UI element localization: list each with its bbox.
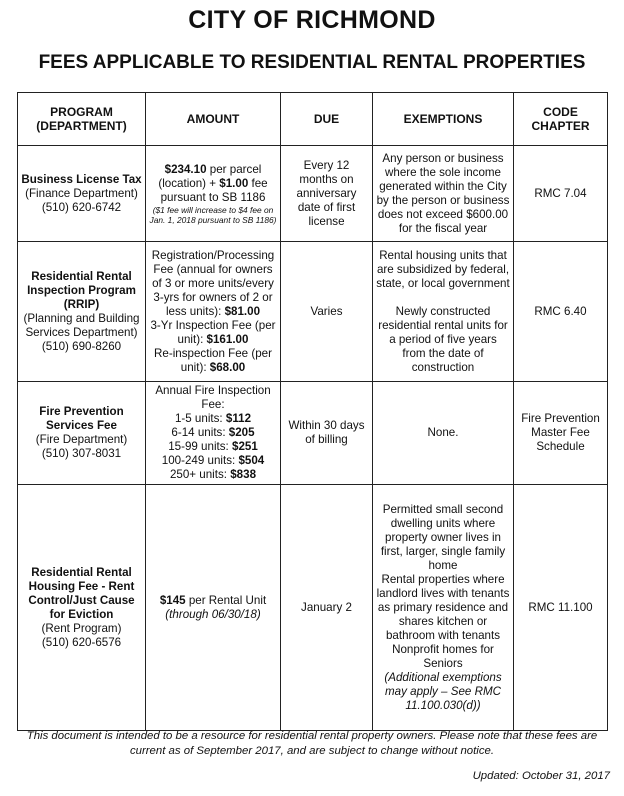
amount-note: ($1 fee will increase to $4 fee on Jan. 1, 2018 pursuant to SB 1186) xyxy=(149,204,277,225)
code-text: RMC 7.04 xyxy=(534,186,587,200)
due-text: January 2 xyxy=(301,600,352,614)
code-cell xyxy=(514,146,608,242)
amount-cell xyxy=(146,382,281,485)
table-row-fire-prevention xyxy=(18,382,608,485)
amount-heading: Annual Fire Inspection Fee: xyxy=(155,384,271,411)
exemptions-cell xyxy=(373,242,514,382)
code-cell xyxy=(514,485,608,731)
due-text: Varies xyxy=(310,304,343,318)
program-department: (Rent Program) xyxy=(41,621,122,635)
amount-note: (through 06/30/18) xyxy=(165,607,261,621)
amount-text: 3-Yr Inspection Fee (per unit): xyxy=(150,318,276,346)
column-header-amount xyxy=(146,93,281,146)
exemptions-cell xyxy=(373,485,514,731)
fee-value: $68.00 xyxy=(209,360,246,374)
program-cell xyxy=(18,382,146,485)
code-text: RMC 6.40 xyxy=(534,304,587,318)
amount-text: per Rental Unit xyxy=(185,593,267,607)
exemption-text: Nonprofit homes for Seniors xyxy=(392,642,494,670)
column-header-program-text: PROGRAM (DEPARTMENT) xyxy=(36,105,127,133)
fee-value: $112 xyxy=(225,412,252,425)
code-text: Fire Prevention Master Fee Schedule xyxy=(521,412,600,453)
program-phone: (510) 690-8260 xyxy=(41,339,122,353)
program-name: Business License Tax xyxy=(21,172,142,186)
exemption-text: None. xyxy=(427,426,459,439)
page-subtitle: FEES APPLICABLE TO RESIDENTIAL RENTAL PROPERTIES xyxy=(38,52,586,73)
column-header-amount-text: AMOUNT xyxy=(186,112,240,126)
due-text: Within 30 days of billing xyxy=(288,419,365,446)
fee-tier xyxy=(149,454,277,468)
column-header-exemptions xyxy=(373,93,514,146)
table-row-rent-program xyxy=(18,485,608,731)
due-cell xyxy=(281,146,373,242)
table-row-rrip xyxy=(18,242,608,382)
amount-cell xyxy=(146,485,281,731)
column-header-due xyxy=(281,93,373,146)
fees-table xyxy=(17,92,608,731)
program-phone: (510) 620-6742 xyxy=(41,200,122,214)
due-cell xyxy=(281,242,373,382)
amount-cell xyxy=(146,146,281,242)
due-cell xyxy=(281,382,373,485)
fee-value: $838 xyxy=(230,468,257,481)
table-row-business-license xyxy=(18,146,608,242)
column-header-program xyxy=(18,93,146,146)
fee-value: $145 xyxy=(159,593,186,607)
amount-cell xyxy=(146,242,281,382)
page-title: CITY OF RICHMOND xyxy=(188,6,436,34)
fee-tier xyxy=(149,426,277,440)
due-cell xyxy=(281,485,373,731)
exemption-note: (Additional exemptions may apply – See RMC 11.100.030(d)) xyxy=(384,670,502,712)
exemption-text: Newly constructed residential rental units for a period of five years from the date of construction xyxy=(378,304,508,374)
fee-value: $161.00 xyxy=(206,332,249,346)
fee-value: $504 xyxy=(238,454,265,467)
column-header-code xyxy=(514,93,608,146)
table-header-row xyxy=(18,93,608,146)
fee-value: $205 xyxy=(228,426,255,439)
exemption-text: Rental properties where landlord lives with tenants as primary residence and shares kitchen or bathroom with tenants xyxy=(376,572,510,642)
fee-value: $251 xyxy=(232,440,258,453)
code-cell xyxy=(514,242,608,382)
program-phone: (510) 307-8031 xyxy=(41,447,122,460)
fee-value: $234.10 xyxy=(164,162,207,176)
column-header-due-text: DUE xyxy=(313,112,340,126)
exemption-text: Rental housing units that are subsidized by federal, state, or local government xyxy=(376,248,510,290)
exemptions-cell xyxy=(373,382,514,485)
program-phone: (510) 620-6576 xyxy=(41,635,122,649)
fee-value: $81.00 xyxy=(224,304,261,318)
due-text: Every 12 months on anniversary date of first license xyxy=(296,158,357,228)
footer-disclaimer: This document is intended to be a resource for residential rental property owners. Please note that these fees are current as of September 2017, and are subject to change without notice. xyxy=(26,730,598,757)
code-cell xyxy=(514,382,608,485)
program-department: (Fire Department) xyxy=(35,433,128,446)
tier-label: 6-14 units: xyxy=(171,426,229,439)
program-name: Residential Rental Inspection Program (RRIP) xyxy=(27,269,136,311)
program-name: Residential Rental Housing Fee - Rent Control/Just Cause for Eviction xyxy=(28,565,135,621)
column-header-code-text: CODE CHAPTER xyxy=(531,105,590,133)
tier-label: 15-99 units: xyxy=(168,440,232,453)
program-cell xyxy=(18,242,146,382)
fee-value: $1.00 xyxy=(219,176,249,190)
column-header-exemptions-text: EXEMPTIONS xyxy=(403,112,483,126)
program-department: (Planning and Building Services Department) xyxy=(23,311,140,339)
fee-tier xyxy=(149,468,277,482)
program-cell xyxy=(18,146,146,242)
program-department: (Finance Department) xyxy=(25,186,138,200)
tier-label: 100-249 units: xyxy=(161,454,239,467)
amount-text: Re-inspection Fee (per unit): xyxy=(154,346,272,374)
program-name: Fire Prevention Services Fee xyxy=(39,405,124,432)
code-text: RMC 11.100 xyxy=(528,600,593,614)
amount-text: Registration/Processing Fee (annual for owners of 3 or more units/every 3-yrs for owners of 2 or less units): xyxy=(151,248,275,318)
fee-tier xyxy=(149,440,277,454)
fee-tier xyxy=(149,412,277,426)
amount-text: fee pursuant to SB 1186 xyxy=(160,176,268,204)
tier-label: 1-5 units: xyxy=(174,412,226,425)
exemption-text: Any person or business where the sole income generated within the City by the person or business does not exceed $600.00 for the fiscal year xyxy=(376,151,510,235)
updated-date: Updated: October 31, 2017 xyxy=(472,770,610,782)
exemptions-cell xyxy=(373,146,514,242)
exemption-text: Permitted small second dwelling units where property owner lives in first, larger, single family home xyxy=(380,502,506,572)
tier-label: 250+ units: xyxy=(169,468,231,481)
program-cell xyxy=(18,485,146,731)
amount-text: per parcel (location) + xyxy=(158,162,262,190)
